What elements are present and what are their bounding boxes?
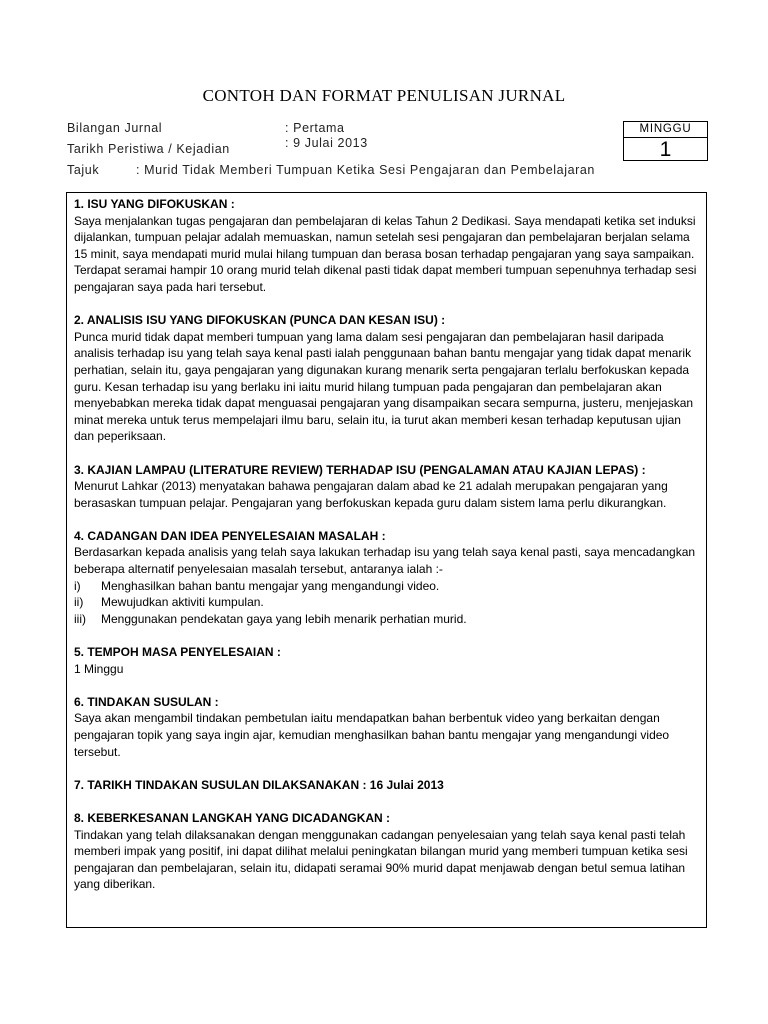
list-item <box>74 594 699 611</box>
event-date-value: : 9 Julai 2013 <box>285 136 368 150</box>
section-follow-up-date <box>74 777 699 794</box>
week-box <box>623 121 708 161</box>
week-label: MINGGU <box>624 122 707 138</box>
section-body: Menurut Lahkar (2013) menyatakan bahawa pengajaran dalam abad ke 21 adalah merupakan pengajaran yang berasaskan tumpuan pelajar. Pengajaran yang berfokuskan kepada guru dalam sistem lama perlu dikurangkan. <box>74 479 668 510</box>
section-follow-up <box>74 694 699 760</box>
section-suggestions <box>74 528 699 628</box>
section-heading: 6. TINDAKAN SUSULAN : <box>74 694 219 709</box>
section-heading: 3. KAJIAN LAMPAU (LITERATURE REVIEW) TERHADAP ISU (PENGALAMAN ATAU KAJIAN LEPAS) : <box>74 462 646 477</box>
list-item <box>74 611 699 628</box>
list-text: Mewujudkan aktiviti kumpulan. <box>101 595 264 610</box>
journal-number-label: Bilangan Jurnal <box>67 121 163 135</box>
list-item <box>74 578 699 595</box>
section-body: 1 Minggu <box>74 661 124 676</box>
section-literature-review <box>74 462 699 512</box>
section-body: Punca murid tidak dapat memberi tumpuan yang lama dalam sesi pengajaran dan pembelajaran hasil daripada analisis terhadap isu yang telah saya kenal pasti ialah penggunaan bahan bantu mengajar yang tidak dapat menarik perhatian, selain itu, gaya pengajaran yang digunakan kurang menarik serta pengajaran terlalu berfokuskan kepada guru. Kesan terhadap isu yang berlaku ini iaitu murid hilang tumpuan pada pengajaran dan pembelajaran akan menyebabkan mereka tidak dapat menguasai pengajaran yang disampaikan secara sempurna, justeru, menjejaskan minat mereka untuk terus mempelajari ilmu baru, selain itu, ia turut akan memberi kesan terhadap keputusan ujian dan peperiksaan. <box>74 329 694 444</box>
section-body: Berdasarkan kepada analisis yang telah saya lakukan terhadap isu yang telah saya kenal pasti, saya mencadangkan beberapa alternatif penyelesaian masalah tersebut, antaranya ialah :- <box>74 545 696 577</box>
section-heading: 7. TARIKH TINDAKAN SUSULAN DILAKSANAKAN : 16 Julai 2013 <box>74 777 444 792</box>
list-marker: ii) <box>74 595 84 610</box>
topic-label: Tajuk <box>67 163 100 177</box>
section-issue <box>74 196 699 296</box>
section-heading: 4. CADANGAN DAN IDEA PENYELESAIAN MASALAH : <box>74 528 386 543</box>
section-heading: 8. KEBERKESANAN LANGKAH YANG DICADANGKAN : <box>74 810 391 825</box>
list-marker: iii) <box>74 611 86 626</box>
event-date-label: Tarikh Peristiwa / Kejadian <box>67 142 230 156</box>
section-body: Saya menjalankan tugas pengajaran dan pembelajaran di kelas Tahun 2 Dedikasi. Saya mendapati ketika set induksi dijalankan, tumpuan pelajar adalah memuaskan, namun setelah sesi pengajaran dan pembelajaran berjalan selama 15 minit, saya mendapati murid mulai hilang tumpuan dan berasa bosan terhadap pengajaran yang saya sampaikan. Terdapat seramai hampir 10 orang murid telah dikenal pasti tidak dapat memberi tumpuan sepenuhnya terhadap sesi pengajaran saya pada hari tersebut. <box>74 213 697 294</box>
week-number: 1 <box>659 138 672 161</box>
section-heading: 2. ANALISIS ISU YANG DIFOKUSKAN (PUNCA DAN KESAN ISU) : <box>74 313 446 328</box>
document-title: CONTOH DAN FORMAT PENULISAN JURNAL <box>202 86 566 105</box>
list-text: Menghasilkan bahan bantu mengajar yang mengandungi video. <box>101 578 440 593</box>
section-body: Tindakan yang telah dilaksanakan dengan menggunakan cadangan penyelesaian yang telah saya kenal pasti telah memberi impak yang positif, ini dapat dilihat melalui peningkatan bilangan murid yang memberi tumpuan ketika sesi pengajaran dan pembelajaran, selain itu, didapati seramai 90% murid dapat menjawab dengan betul semua latihan yang diberikan. <box>74 827 688 892</box>
topic-value: : Murid Tidak Memberi Tumpuan Ketika Sesi Pengajaran dan Pembelajaran <box>136 163 595 177</box>
section-body: Saya akan mengambil tindakan pembetulan iaitu mendapatkan bahan berbentuk video yang berkaitan dengan pengajaran topik yang saya ingin ajar, kemudian menghasilkan bahan bantu mengajar yang mengandungi video tersebut. <box>74 711 670 759</box>
journal-number-value: : Pertama <box>285 121 345 135</box>
list-marker: i) <box>74 578 81 593</box>
journal-content-box <box>66 192 707 928</box>
section-duration <box>74 644 699 677</box>
section-heading: 5. TEMPOH MASA PENYELESAIAN : <box>74 645 281 660</box>
suggestion-list <box>74 578 699 628</box>
section-effectiveness <box>74 810 699 893</box>
list-text: Menggunakan pendekatan gaya yang lebih menarik perhatian murid. <box>101 611 467 626</box>
section-heading: 1. ISU YANG DIFOKUSKAN : <box>74 197 235 211</box>
section-analysis <box>74 312 699 445</box>
